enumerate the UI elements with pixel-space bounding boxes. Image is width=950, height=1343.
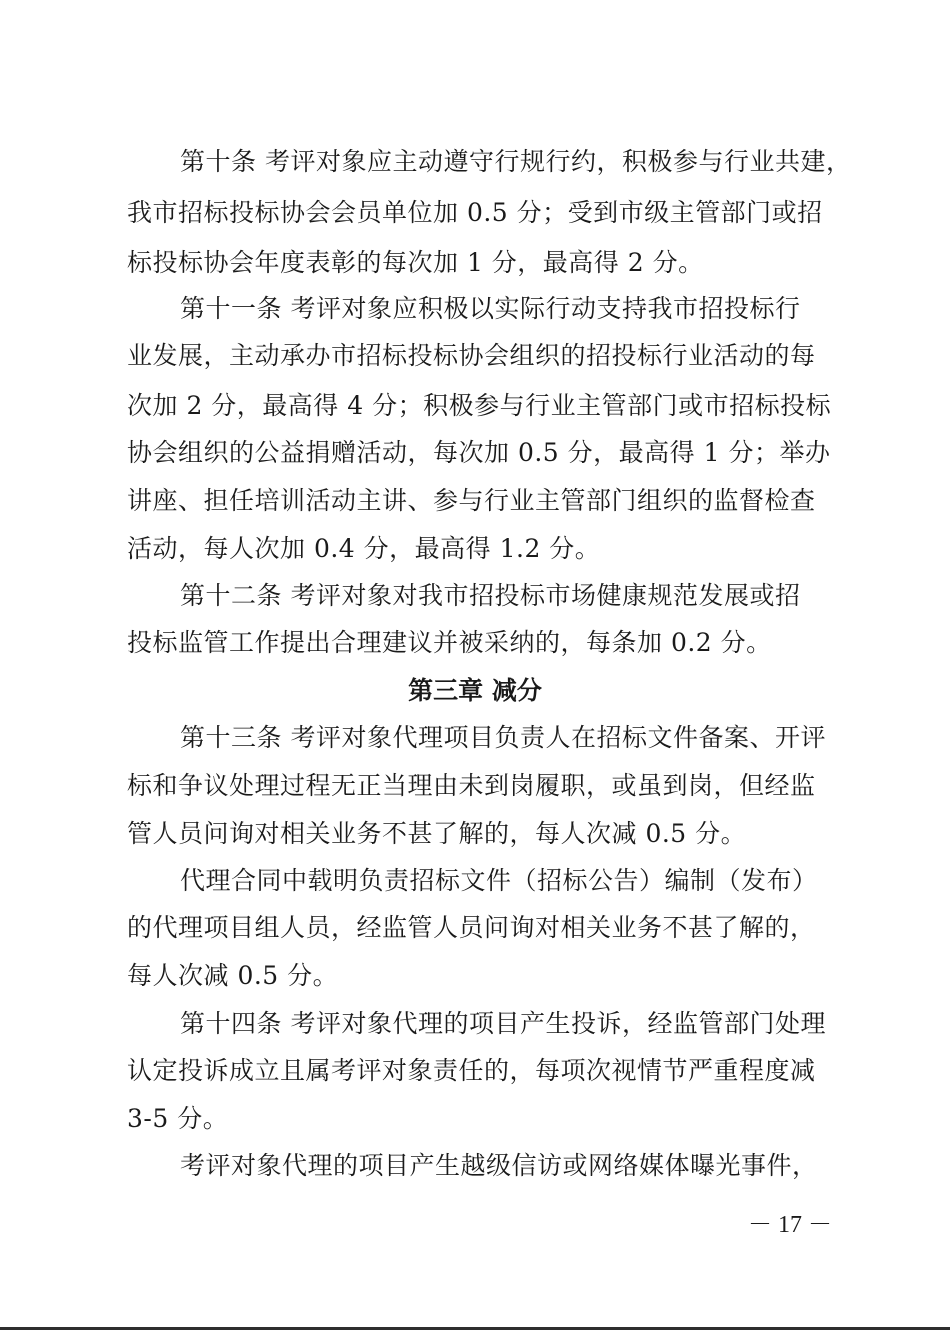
text-line: 业发展，主动承办市招标投标协会组织的招投标行业活动的每 [127,341,816,370]
text-line: 3-5 分。 [127,1104,229,1133]
text-line: 第十二条 考评对象对我市招投标市场健康规范发展或招 [180,581,801,610]
text-line: 考评对象代理的项目产生越级信访或网络媒体曝光事件， [180,1151,818,1180]
text-line: 管人员问询对相关业务不甚了解的，每人次减 0.5 分。 [127,819,747,848]
text-line: 活动，每人次加 0.4 分，最高得 1.2 分。 [127,534,601,563]
text-line: 第十三条 考评对象代理项目负责人在招标文件备案、开评 [180,723,826,752]
text-line: 第十一条 考评对象应积极以实际行动支持我市招投标行 [180,294,801,323]
text-line: 次加 2 分，最高得 4 分；积极参与行业主管部门或市招标投标 [127,391,832,420]
text-line: 标投标协会年度表彰的每次加 1 分，最高得 2 分。 [127,248,704,277]
text-line: 我市招标投标协会会员单位加 0.5 分；受到市级主管部门或招 [127,198,823,227]
text-line: 投标监管工作提出合理建议并被采纳的，每条加 0.2 分。 [127,628,772,657]
text-line: 协会组织的公益捐赠活动，每次加 0.5 分，最高得 1 分；举办 [127,438,831,467]
text-line: 每人次减 0.5 分。 [127,961,339,990]
text-line: 第十条 考评对象应主动遵守行规行约，积极参与行业共建， [180,147,852,176]
text-line: 认定投诉成立且属考评对象责任的，每项次视情节严重程度减 [127,1056,816,1085]
text-line: 讲座、担任培训活动主讲、参与行业主管部门组织的监督检查 [127,486,816,515]
text-line: 第十四条 考评对象代理的项目产生投诉，经监管部门处理 [180,1009,826,1038]
text-line: 标和争议处理过程无正当理由未到岗履职，或虽到岗，但经监 [127,771,816,800]
text-line: 的代理项目组人员，经监管人员问询对相关业务不甚了解的， [127,913,816,942]
chapter-heading: 第三章 减分 [408,676,542,705]
text-line: 代理合同中载明负责招标文件（招标公告）编制（发布） [180,866,818,895]
bottom-border [0,1327,950,1330]
page-number: － 17 － [748,1212,832,1238]
